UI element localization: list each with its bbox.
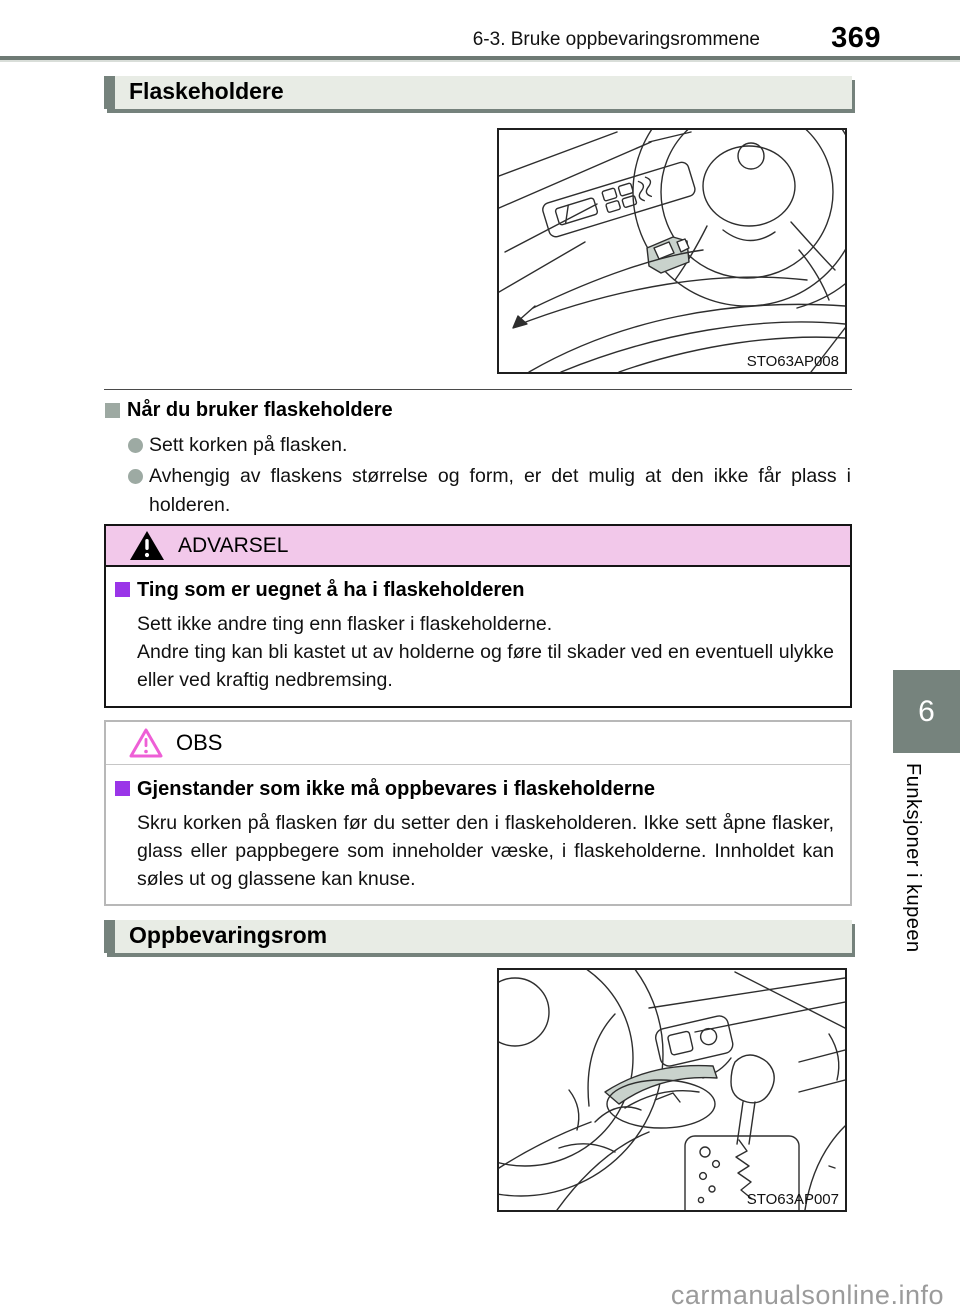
warning-box: [104, 524, 852, 708]
warning-topic-heading: [115, 579, 834, 602]
warning-label: ADVARSEL: [178, 533, 289, 557]
notice-box: [104, 720, 852, 906]
figure-storage-compartment: [497, 968, 847, 1212]
circle-bullet-icon: [128, 469, 143, 484]
chapter-name-vertical-label: Funksjoner i kupeen: [902, 763, 924, 953]
square-bullet-icon: [115, 582, 130, 597]
section-title-flaskeholdere: Flaskeholdere: [104, 76, 852, 109]
notice-topic-label: Gjenstander som ikke må oppbevares i flaskeholderne: [137, 778, 655, 800]
notice-topic-heading: [115, 778, 834, 801]
running-header-title: 6-3. Bruke oppbevaringsrommene: [472, 29, 760, 50]
bullet-text: Sett korken på flasken.: [149, 434, 348, 456]
header-rule: [0, 56, 960, 62]
list-item: [128, 431, 347, 460]
figure-bottle-holder: [497, 128, 847, 374]
watermark-text: carmanualsonline.info: [670, 1280, 944, 1310]
notice-header: [106, 722, 850, 765]
notice-triangle-icon: [129, 728, 163, 759]
figure-code-label: STO63AP007: [746, 1191, 839, 1208]
circle-bullet-icon: [128, 438, 143, 453]
warning-header: [106, 526, 850, 567]
warning-text: Sett ikke andre ting enn flasker i flaskeholderne.: [137, 613, 553, 635]
car-interior-console-illustration: [499, 970, 845, 1210]
warning-topic-label: Ting som er uegnet å ha i flaskeholderen: [137, 579, 525, 601]
warning-triangle-icon: [129, 530, 165, 562]
notice-text: Skru korken på flasken før du setter den i flaskeholderen. Ikke sett åpne flasker, glass eller pappbegere som inneholder væske, i flaskeholderne. Innholdet kan søles ut og glassene kan knuse.: [137, 812, 834, 890]
car-interior-door-illustration: [499, 130, 845, 372]
divider-rule: [104, 389, 852, 390]
warning-text: Andre ting kan bli kastet ut av holderne og føre til skader ved en eventuell ulykke eller ved kraftig nedbremsing.: [137, 641, 834, 691]
warning-body: [106, 567, 850, 694]
section-title-oppbevaringsrom: Oppbevaringsrom: [104, 920, 852, 953]
square-bullet-icon: [105, 403, 120, 418]
chapter-number-tab: 6: [893, 670, 960, 753]
note-heading-label: Når du bruker flaskeholdere: [127, 399, 393, 421]
list-item: [128, 462, 851, 520]
page-number: 369: [831, 22, 881, 54]
figure-code-label: STO63AP008: [746, 353, 839, 370]
square-bullet-icon: [115, 781, 130, 796]
notice-label: OBS: [176, 730, 223, 755]
bullet-text: Avhengig av flaskens størrelse og form, er det mulig at den ikke får plass i holderen.: [149, 465, 851, 516]
note-heading: [105, 399, 393, 422]
notice-body: [106, 765, 850, 893]
